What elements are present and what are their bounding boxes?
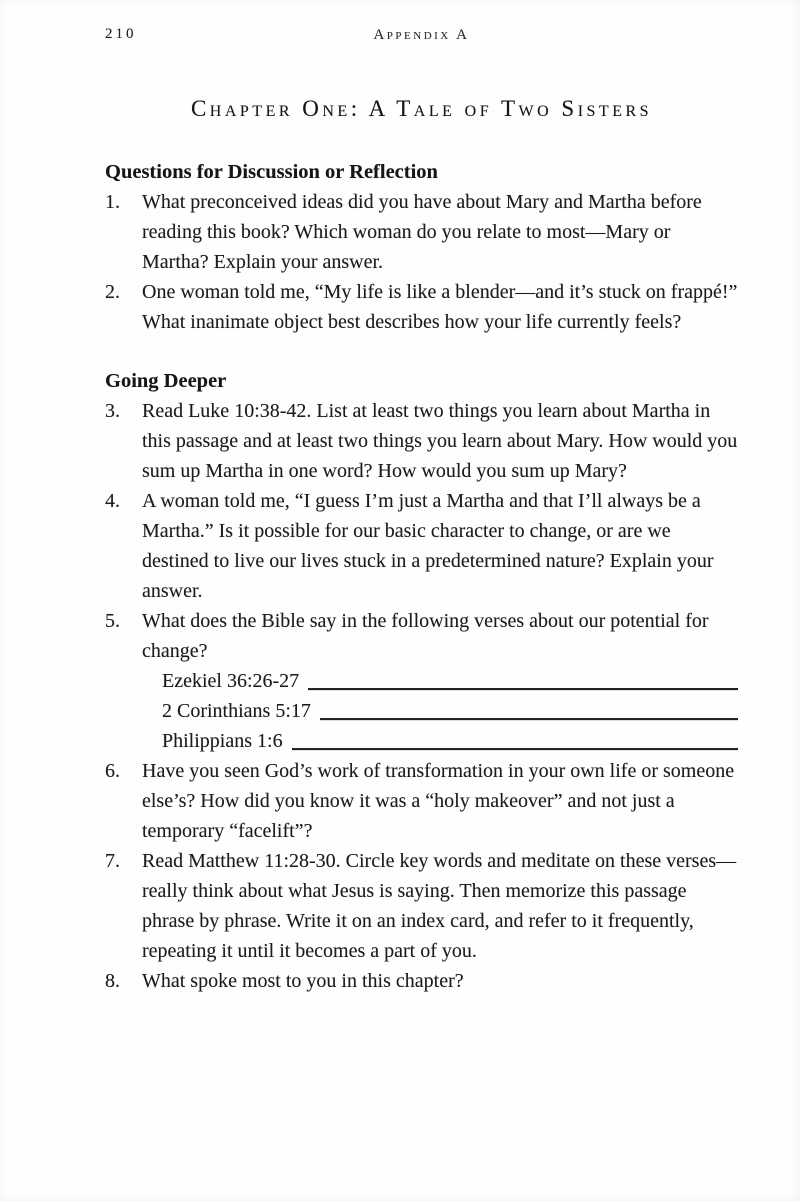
question-text: Read Luke 10:38-42. List at least two things you learn about Martha in this passage and at least two things you learn about Mary. How would you sum up Martha in one word? How would you sum up Mary? bbox=[142, 400, 738, 482]
question-number: 7. bbox=[105, 850, 120, 872]
sections bbox=[105, 157, 738, 996]
verse-reference: 2 Corinthians 5:17 bbox=[162, 700, 311, 722]
question-text: What spoke most to you in this chapter? bbox=[142, 970, 464, 992]
question-section bbox=[105, 366, 738, 996]
question-number: 2. bbox=[105, 281, 120, 303]
verse-reference: Philippians 1:6 bbox=[162, 730, 283, 752]
question-body bbox=[142, 187, 738, 277]
section-heading: Questions for Discussion or Reflection bbox=[105, 161, 438, 183]
question-list bbox=[105, 187, 738, 337]
running-header: Appendix A bbox=[373, 27, 470, 43]
question-text: One woman told me, “My life is like a blender—and it’s stuck on frappé!” What inanimate object best describes how your life currently feels? bbox=[142, 281, 738, 333]
question-item bbox=[105, 846, 738, 966]
section-heading: Going Deeper bbox=[105, 370, 227, 392]
question-body bbox=[142, 756, 738, 846]
question-text: What does the Bible say in the following verses about our potential for change? bbox=[142, 610, 709, 662]
fill-in-line bbox=[142, 666, 738, 696]
question-body bbox=[142, 486, 738, 606]
write-in-blank-line bbox=[320, 718, 738, 720]
question-list bbox=[105, 396, 738, 996]
question-number: 4. bbox=[105, 490, 120, 512]
question-item bbox=[105, 486, 738, 606]
question-text: What preconceived ideas did you have about Mary and Martha before reading this book? Which woman do you relate to most—Mary or Martha? Explain your answer. bbox=[142, 191, 702, 273]
chapter-title: Chapter One: A Tale of Two Sisters bbox=[190, 96, 653, 121]
fill-in-lines bbox=[142, 666, 738, 756]
question-body bbox=[142, 966, 738, 996]
question-item bbox=[105, 756, 738, 846]
question-number: 6. bbox=[105, 760, 120, 782]
question-number: 5. bbox=[105, 610, 120, 632]
question-section bbox=[105, 157, 738, 337]
question-number: 3. bbox=[105, 400, 120, 422]
question-item bbox=[105, 606, 738, 756]
question-item bbox=[105, 396, 738, 486]
question-text: Have you seen God’s work of transformation in your own life or someone else’s? How did you know it was a “holy makeover” and not just a temporary “facelift”? bbox=[142, 760, 735, 842]
question-item bbox=[105, 966, 738, 996]
question-number: 8. bbox=[105, 970, 120, 992]
fill-in-line bbox=[142, 726, 738, 756]
verse-reference: Ezekiel 36:26-27 bbox=[162, 670, 300, 692]
question-body bbox=[142, 277, 738, 337]
fill-in-line bbox=[142, 696, 738, 726]
question-text: A woman told me, “I guess I’m just a Martha and that I’ll always be a Martha.” Is it possible for our basic character to change, or are we destined to live our lives stuck in a predetermined nature? Explain your answer. bbox=[142, 490, 714, 602]
question-body bbox=[142, 606, 738, 756]
question-number: 1. bbox=[105, 191, 120, 213]
question-body bbox=[142, 846, 738, 966]
write-in-blank-line bbox=[292, 748, 738, 750]
page-number: 210 bbox=[105, 26, 137, 42]
question-text: Read Matthew 11:28-30. Circle key words and meditate on these verses—really think about what Jesus is saying. Then memorize this passage phrase by phrase. Write it on an index card, and refer to it frequently, repeating it until it becomes a part of you. bbox=[142, 850, 737, 962]
question-body bbox=[142, 396, 738, 486]
page-header bbox=[105, 26, 738, 48]
question-item bbox=[105, 277, 738, 337]
question-item bbox=[105, 187, 738, 277]
write-in-blank-line bbox=[308, 688, 738, 690]
